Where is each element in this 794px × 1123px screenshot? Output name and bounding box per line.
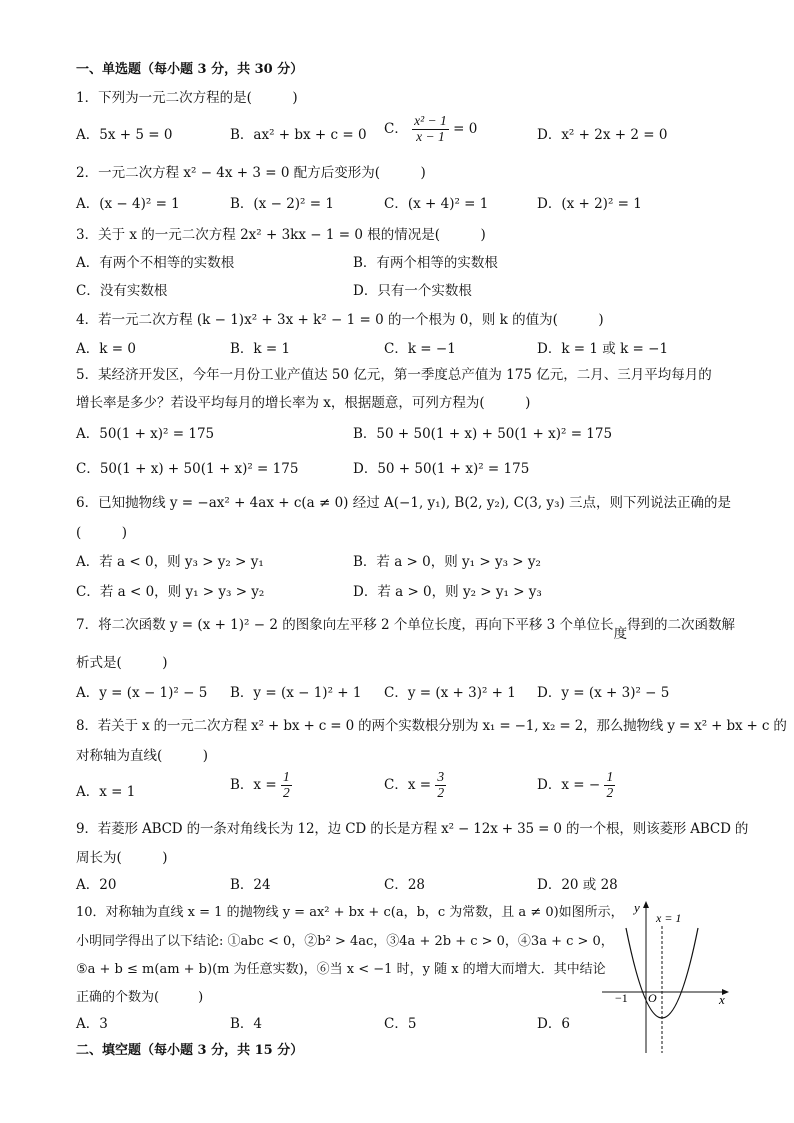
question-7-stem-part-a: 7．将二次函数 y = (x + 1)² − 2 的图象向左平移 2 个单位长度，再向下平移 3 个单位长 [76,617,614,633]
section-title-fill-in: 二、填空题（每小题 3 分，共 15 分） [76,1043,304,1058]
q4-option-c: C．k = −1 [384,341,456,357]
q10-option-a: A．3 [76,1016,108,1032]
section-title-single-choice: 一、单选题（每小题 3 分，共 30 分） [76,62,304,77]
q8-option-b-fraction [281,770,292,801]
q5-option-d: D．50 + 50(1 + x)² = 175 [353,461,530,477]
q8-option-d-fraction [604,770,615,801]
question-5-stem-line1: 5．某经济开发区，今年一月份工业产值达 50 亿元，第一季度总产值为 175 亿元，二月、三月平均每月的 [76,367,712,383]
symmetry-axis-label: x = 1 [656,911,682,925]
x-axis-label: x [719,992,725,1007]
question-7-stem-line1 [76,613,736,642]
q9-option-a: A．20 [76,877,117,893]
q6-option-c: C．若 a < 0，则 y₁ > y₃ > y₂ [76,584,265,600]
question-10-stem-line3: ⑤a + b ≤ m(am + b)(m 为任意实数)，⑥当 x < −1 时，y 随 x 的增大而增大．其中结论 [76,962,606,977]
q1-option-c-denominator: x − 1 [416,128,445,144]
q10-option-c: C．5 [384,1016,417,1032]
q10-option-b: B．4 [230,1016,263,1032]
q8-option-b-denominator: 2 [282,784,290,800]
y-axis-label: y [634,900,640,915]
q4-option-b: B．k = 1 [230,341,291,357]
q3-option-b: B．有两个相等的实数根 [353,255,498,271]
q8-option-b-numerator: 1 [282,769,290,784]
q8-option-c-denominator: 2 [437,784,445,800]
q9-option-b: B．24 [230,877,271,893]
q10-option-d: D．6 [537,1016,570,1032]
q8-option-c-numerator: 3 [437,769,445,784]
question-4-stem: 4．若一元二次方程 (k − 1)x² + 3x + k² − 1 = 0 的一个根为 0，则 k 的值为( ) [76,312,604,328]
q4-option-a: A．k = 0 [76,341,136,357]
q3-option-a: A．有两个不相等的实数根 [76,255,235,271]
q3-option-d: D．只有一个实数根 [353,283,472,299]
q2-option-d: D．(x + 2)² = 1 [537,196,642,212]
q8-option-b [230,770,292,801]
q3-option-c: C．没有实数根 [76,283,168,299]
q6-option-d: D．若 a > 0，则 y₂ > y₁ > y₃ [353,584,542,600]
question-8-stem-line1: 8．若关于 x 的一元二次方程 x² + bx + c = 0 的两个实数根分别为 x₁ = −1, x₂ = 2，那么抛物线 y = x² + bx + c 的 [76,718,787,734]
q7-option-d: D．y = (x + 3)² − 5 [537,685,670,701]
question-6-stem-line2: ( ) [76,525,128,541]
q1-option-c-fraction [412,114,449,145]
q2-option-c: C．(x + 4)² = 1 [384,196,489,212]
q7-option-c: C．y = (x + 3)² + 1 [384,685,516,701]
q1-option-c-tail: = 0 [453,120,478,137]
q9-option-c: C．28 [384,877,426,893]
q6-option-b: B．若 a > 0，则 y₁ > y₃ > y₂ [353,554,541,570]
question-10-stem-line4: 正确的个数为( ) [76,990,204,1005]
q1-option-d: D．x² + 2x + 2 = 0 [537,127,668,143]
q1-option-c-numerator: x² − 1 [414,113,447,128]
q8-option-d-denominator: 2 [606,784,614,800]
q8-option-a: A．x = 1 [76,784,136,800]
q9-option-d: D．20 或 28 [537,877,618,893]
q7-option-a: A．y = (x − 1)² − 5 [76,685,208,701]
q2-option-b: B．(x − 2)² = 1 [230,196,334,212]
question-2-stem: 2．一元二次方程 x² − 4x + 3 = 0 配方后变形为( ) [76,165,426,181]
question-3-stem: 3．关于 x 的一元二次方程 2x² + 3kx − 1 = 0 根的情况是( ) [76,227,486,243]
q7-option-b: B．y = (x − 1)² + 1 [230,685,362,701]
question-10-stem-line1: 10．对称轴为直线 x = 1 的抛物线 y = ax² + bx + c(a，b，c 为常数，且 a ≠ 0)如图所示， [76,905,624,920]
q8-option-d-numerator: 1 [606,769,614,784]
question-9-stem-line1: 9．若菱形 ABCD 的一条对角线长为 12，边 CD 的长是方程 x² − 12x + 35 = 0 的一个根，则该菱形 ABCD 的 [76,821,749,837]
q5-option-b: B．50 + 50(1 + x) + 50(1 + x)² = 175 [353,426,613,442]
q1-option-c-label: C． [384,120,408,137]
q1-option-a: A．5x + 5 = 0 [76,127,173,143]
q5-option-c: C．50(1 + x) + 50(1 + x)² = 175 [76,461,299,477]
neg-one-label: −1 [615,991,628,1005]
q8-option-b-label: B．x = [230,776,277,793]
q5-option-a: A．50(1 + x)² = 175 [76,426,215,442]
question-5-stem-line2: 增长率是多少？若设平均每月的增长率为 x，根据题意，可列方程为( ) [76,395,531,411]
origin-label: O [648,991,657,1005]
question-7-stem-line2: 析式是( ) [76,655,168,671]
question-1-stem: 1．下列为一元二次方程的是( ) [76,90,298,106]
question-9-stem-line2: 周长为( ) [76,850,168,866]
question-7-stem-part-c: 得到的二次函数解 [627,617,736,633]
question-8-stem-line2: 对称轴为直线( ) [76,748,209,764]
q1-option-c [384,114,477,145]
q4-option-d: D．k = 1 或 k = −1 [537,341,669,357]
question-10-stem-line2: 小明同学得出了以下结论: ①abc < 0，②b² > 4ac，③4a + 2b + c > 0，④3a + c > 0， [76,934,614,949]
q8-option-c [384,770,446,801]
q1-option-b: B．ax² + bx + c = 0 [230,127,367,143]
y-axis-arrow [643,901,649,908]
q8-option-d-label: D．x = − [537,776,601,793]
q8-option-d [537,770,615,801]
parabola-figure [598,898,733,1058]
q2-option-a: A．(x − 4)² = 1 [76,196,180,212]
q8-option-c-fraction [435,770,446,801]
question-6-stem-line1: 6．已知抛物线 y = −ax² + 4ax + c(a ≠ 0) 经过 A(−1, y₁), B(2, y₂), C(3, y₃) 三点，则下列说法正确的是 [76,495,732,511]
question-7-stem-part-b: 度 [613,626,628,642]
q8-option-c-label: C．x = [384,776,432,793]
q6-option-a: A．若 a < 0，则 y₃ > y₂ > y₁ [76,554,264,570]
